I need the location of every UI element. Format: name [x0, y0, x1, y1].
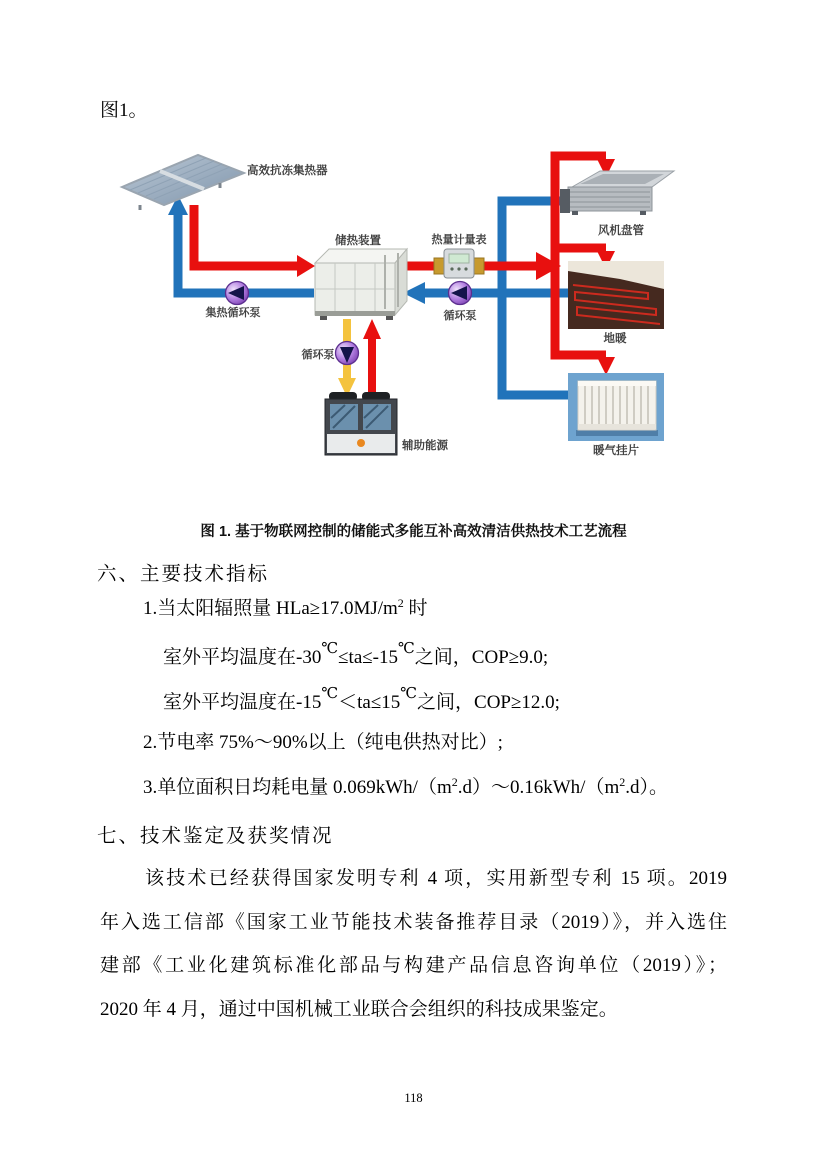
fan-coil-label: 风机盘管 — [598, 225, 644, 237]
intro-text: 图1。 — [100, 100, 148, 121]
fan-coil-unit — [560, 171, 674, 215]
section7-line-4: 2020 年 4 月，通过中国机械工业联合会组织的科技成果鉴定。 — [100, 999, 618, 1020]
diagram-canvas — [100, 143, 730, 503]
collector-circulation-pump — [226, 282, 249, 305]
indicator-3-p3: .d）。 — [625, 777, 669, 798]
floor-heating — [568, 261, 664, 329]
temp2-s1: 室外平均温度在-15 — [163, 692, 322, 713]
circulation-pump-right-label: 循环泵 — [443, 310, 477, 322]
indicator-3-p2: .d）～0.16kWh/（m — [457, 777, 620, 798]
indicator-1-sup: 2 — [397, 596, 404, 610]
collector-label: 高效抗冻集热器 — [247, 165, 328, 177]
aux-supply-arrow-up-icon — [363, 319, 381, 339]
collector-pump-label: 集热循环泵 — [205, 307, 261, 319]
temp1-c2: ℃ — [398, 641, 415, 657]
process-flow-diagram — [100, 143, 730, 503]
section7-line-1: 该技术已经获得国家发明专利 4 项，实用新型专利 15 项。2019 — [145, 868, 727, 889]
floor-heating-label: 地暖 — [603, 333, 627, 345]
radiator-label: 暖气挂片 — [593, 445, 639, 457]
storage-tank — [315, 249, 407, 320]
supply-arrow-radiator-icon — [597, 357, 615, 375]
temp1-s1: 室外平均温度在-30 — [163, 647, 322, 668]
indicator-temp-2 — [163, 686, 560, 715]
heat-meter-label: 热量计量表 — [431, 234, 487, 246]
auxiliary-energy-label: 辅助能源 — [402, 440, 448, 452]
indicator-1 — [143, 597, 428, 621]
auxiliary-heat-pump — [325, 392, 397, 455]
section7-line-2: 年入选工信部《国家工业节能技术装备推荐目录（2019）》，并入选住 — [100, 912, 727, 933]
temp1-c1: ℃ — [321, 641, 339, 657]
circulation-pump-middle-label: 循环泵 — [301, 349, 335, 361]
temp1-s3: 之间，COP≥9.0; — [414, 647, 549, 668]
indicator-1-post: 时 — [403, 598, 428, 619]
circulation-pump-middle — [336, 342, 359, 365]
indicator-1-pre: 1.当太阳辐照量 HLa≥17.0MJ/m — [143, 598, 398, 619]
section7-line-3: 建部《工业化建筑标准化部品与构建产品信息咨询单位（2019）》； — [100, 955, 727, 976]
indicator-2: 2.节电率 75%～90%以上（纯电供热对比）; — [143, 732, 503, 753]
indicator-3-sup1: 2 — [451, 775, 458, 789]
indicator-3 — [143, 776, 668, 800]
storage-tank-label: 储热装置 — [335, 235, 381, 247]
page-number: 118 — [404, 1090, 423, 1105]
indicator-3-sup2: 2 — [619, 775, 626, 789]
temp2-c2: ℃ — [400, 686, 418, 702]
temp2-s2: ＜ta≤15 — [338, 692, 401, 713]
section7-heading: 七、技术鉴定及获奖情况 — [97, 825, 334, 847]
temp2-c1: ℃ — [321, 686, 339, 702]
temp2-s3: 之间，COP≥12.0; — [417, 692, 560, 713]
indicator-3-p1: 3.单位面积日均耗电量 0.069kWh/（m — [143, 777, 452, 798]
indicator-temp-1 — [163, 641, 549, 670]
radiator — [568, 373, 664, 441]
circulation-pump-right — [449, 282, 472, 305]
figure-caption: 图 1. 基于物联网控制的储能式多能互补高效清洁供热技术工艺流程 — [200, 523, 627, 540]
heat-meter — [434, 249, 484, 278]
section6-heading: 六、主要技术指标 — [97, 563, 270, 585]
temp1-s2: ≤ta≤-15 — [338, 647, 399, 668]
solar-collector — [122, 155, 244, 210]
supply-arrow-into-tank-icon — [297, 255, 315, 277]
